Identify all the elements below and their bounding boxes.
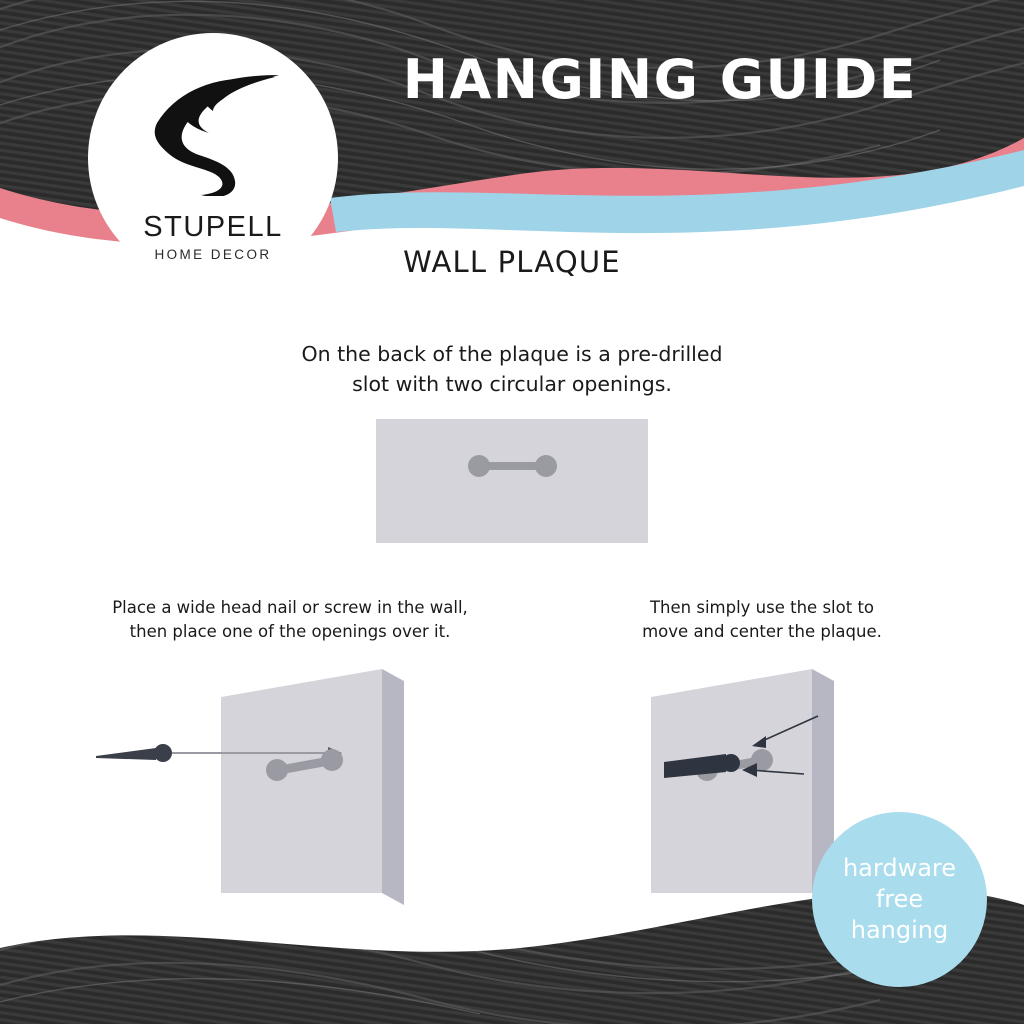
logo-wordmark: STUPELL <box>143 211 283 243</box>
step-2-line-1: Place a wide head nail or screw in the wall, <box>112 598 468 617</box>
logo-badge <box>88 33 338 283</box>
badge-line-2: free <box>875 885 924 914</box>
product-type-label: WALL PLAQUE <box>403 245 621 279</box>
step-1-line-2: slot with two circular openings. <box>352 371 672 396</box>
hardware-free-badge <box>812 812 987 987</box>
badge-line-3: hanging <box>850 915 949 944</box>
nail-icon <box>96 744 172 762</box>
swoosh-logo-icon <box>143 71 283 196</box>
step2-diagram <box>96 669 404 905</box>
logo-subtitle: HOME DECOR <box>154 247 272 262</box>
step-1-line-1: On the back of the plaque is a pre-drilled <box>301 342 723 366</box>
plaque-back-diagram <box>376 419 648 543</box>
step-3-line-2: move and center the plaque. <box>642 621 882 641</box>
page-title: HANGING GUIDE <box>402 48 918 111</box>
step-2-line-2: then place one of the openings over it. <box>129 621 451 641</box>
badge-line-1: hardware <box>842 854 957 883</box>
step3-diagram <box>651 669 834 905</box>
step-3-line-1: Then simply use the slot to <box>649 598 875 617</box>
